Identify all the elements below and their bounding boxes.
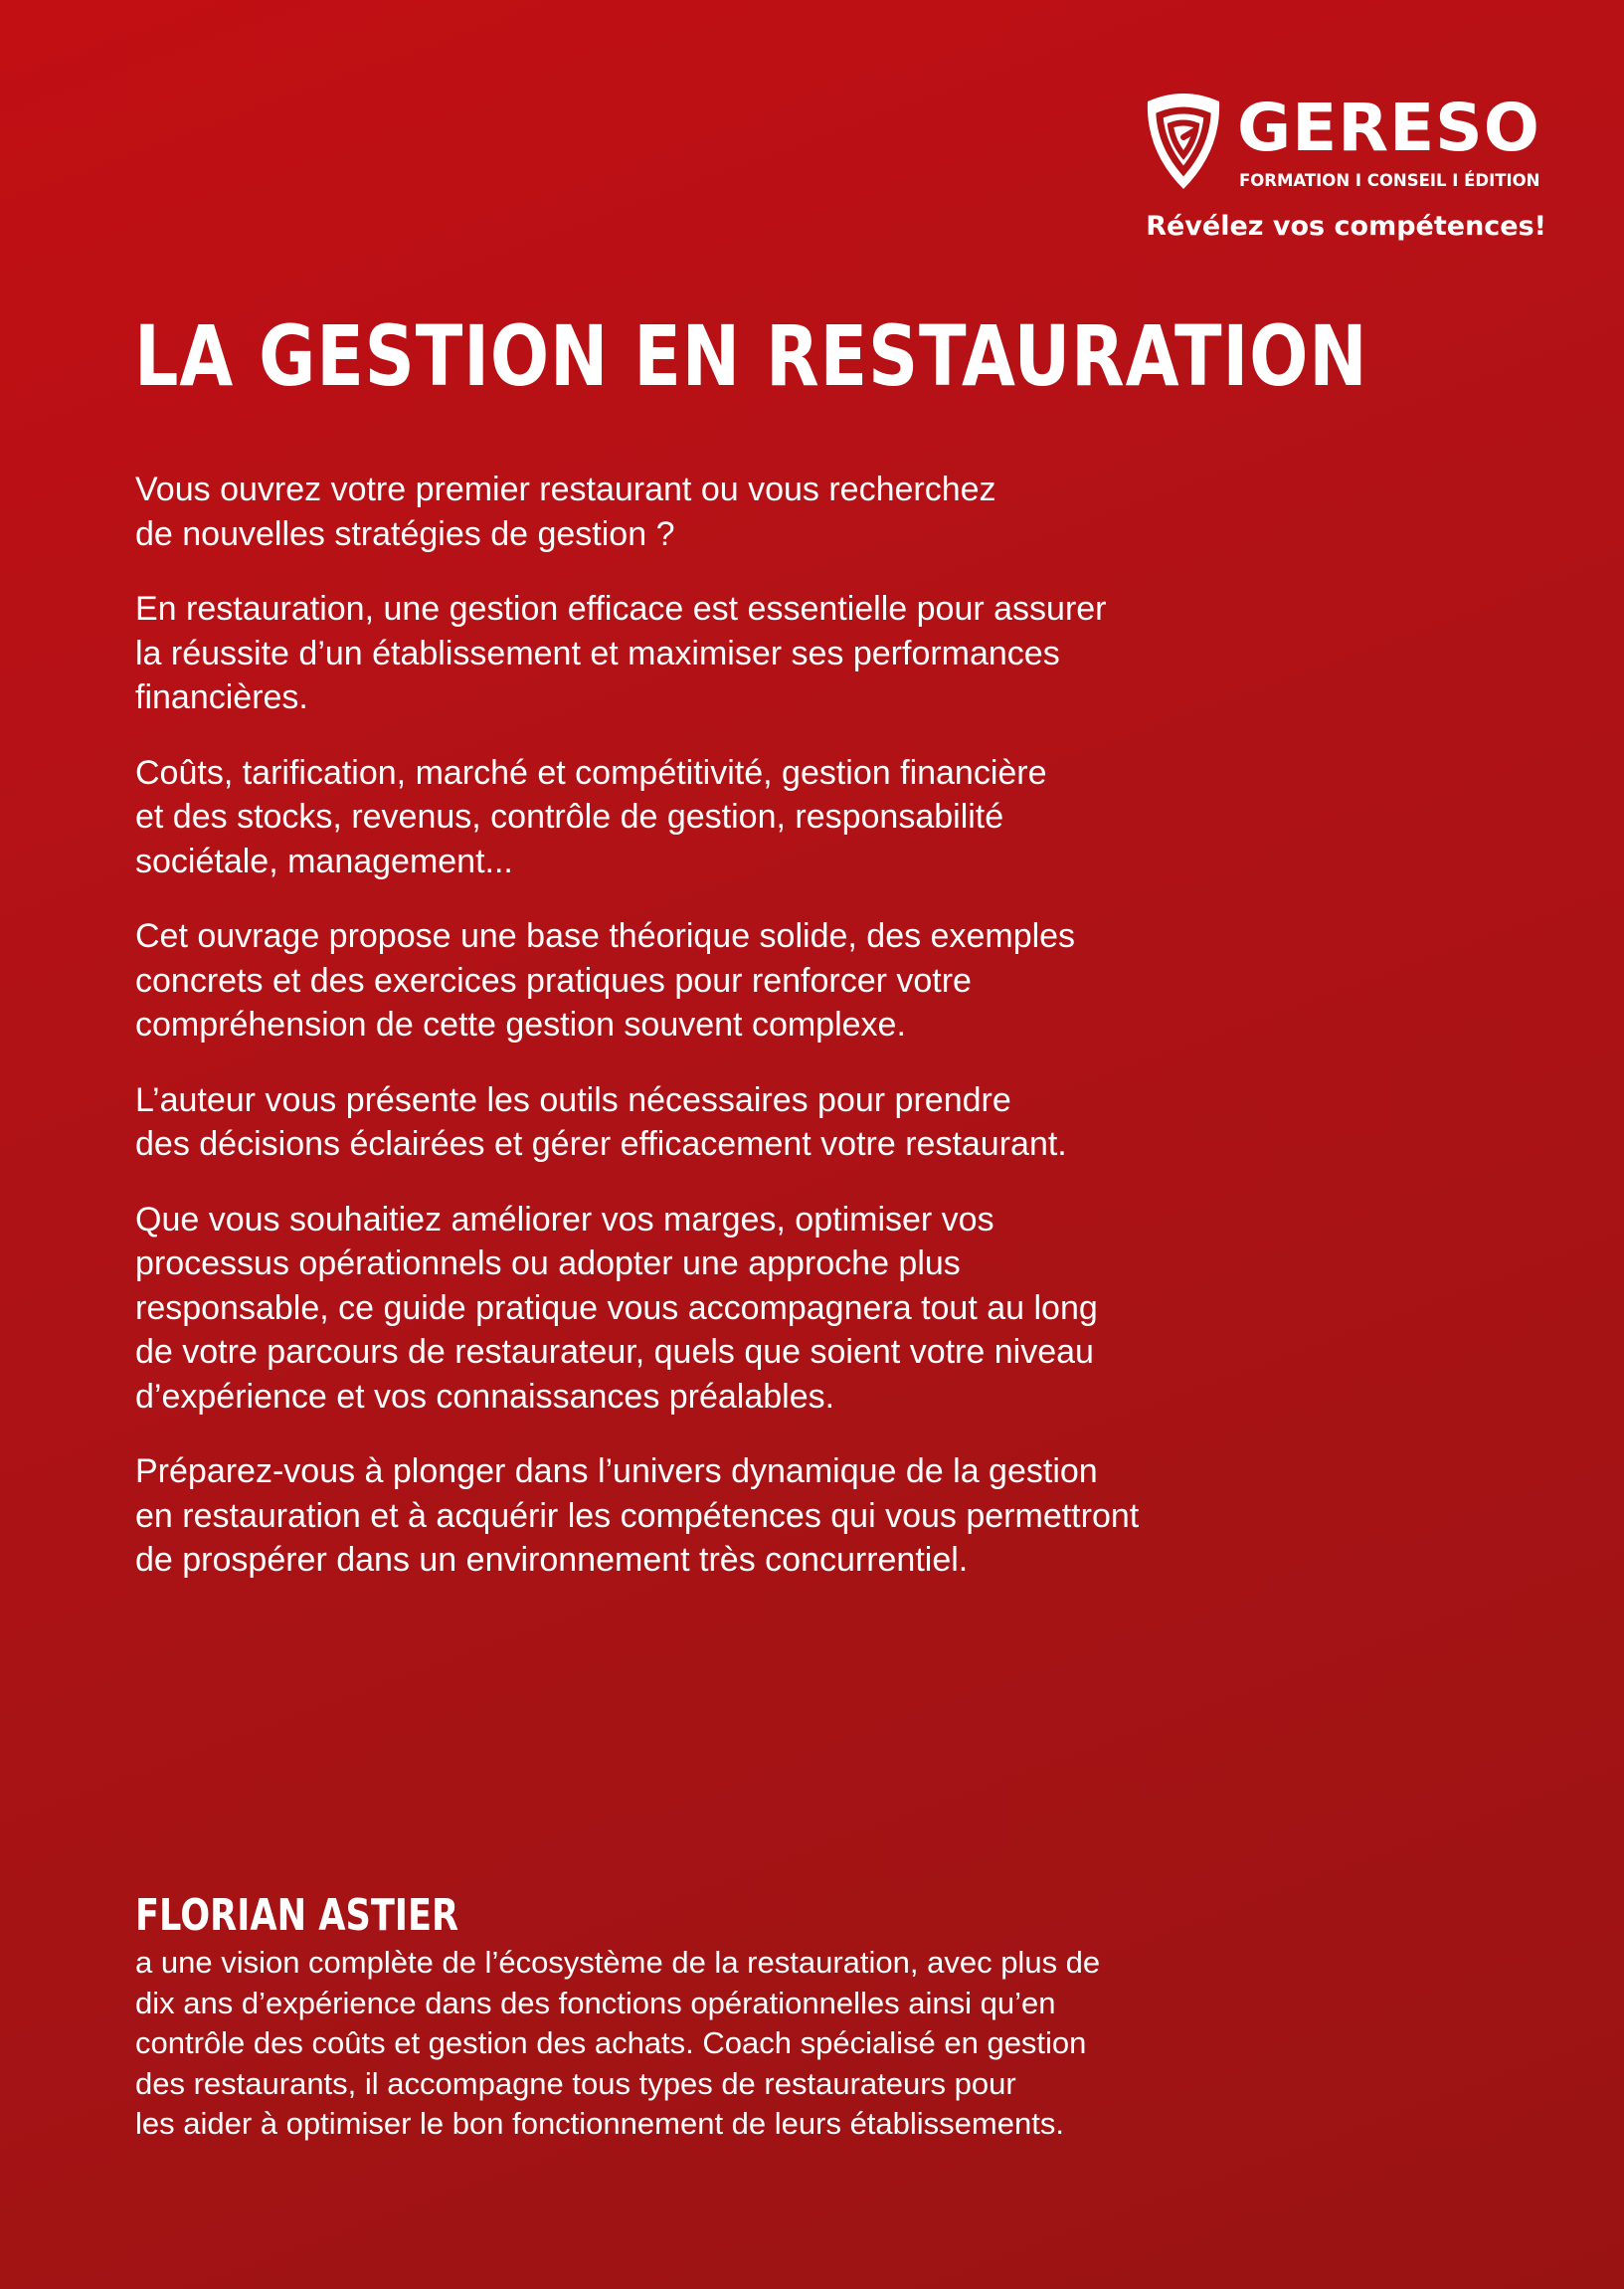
author-bio: a une vision complète de l’écosystème de la restauration, avec plus de dix ans d’expérience dans des fonctions opérationnelles ainsi qu’en contrôle des coûts et gestion des achats. Coach spécialisé en gestion des restaurants, il accompagne tous types de restaurateurs pour les aider à optimiser le bon fonctionnement de leurs établissements.	[135, 1945, 1101, 2141]
description-paragraph: En restauration, une gestion efficace est essentielle pour assurer la réussite d’un établissement et maximiser ses performances financières.	[135, 590, 1107, 716]
book-description	[135, 468, 1229, 1614]
description-paragraph: Cet ouvrage propose une base théorique solide, des exemples concrets et des exercices pratiques pour renforcer votre compréhension de cette gestion souvent complexe.	[135, 917, 1076, 1044]
description-paragraph: Coûts, tarification, marché et compétitivité, gestion financière et des stocks, revenus, contrôle de gestion, responsabilité sociétale, management...	[135, 753, 1047, 880]
description-paragraph: Préparez-vous à plonger dans l’univers dynamique de la gestion en restauration et à acquérir les compétences qui vous permettront de prospérer dans un environnement très concurrentiel.	[135, 1452, 1140, 1579]
description-paragraph: L’auteur vous présente les outils nécessaires pour prendre des décisions éclairées et gérer efficacement votre restaurant.	[135, 1080, 1067, 1163]
brand-subtitle: FORMATION I CONSEIL I ÉDITION	[1239, 171, 1540, 190]
gereso-shield-icon	[1142, 92, 1225, 191]
book-title: LA GESTION EN RESTAURATION	[134, 307, 1368, 405]
author-name: FLORIAN ASTIER	[135, 1890, 459, 1941]
description-paragraph: Vous ouvrez votre premier restaurant ou vous recherchez de nouvelles stratégies de gestion ?	[135, 471, 996, 553]
brand-tagline: Révélez vos compétences!	[1146, 211, 1546, 242]
brand-name: GERESO	[1237, 90, 1540, 166]
description-paragraph: Que vous souhaitiez améliorer vos marges, optimiser vos processus opérationnels ou adopter une approche plus responsable, ce guide pratique vous accompagnera tout au long de votre parcours de restaurateur, quels que soient votre niveau d’expérience et vos connaissances préalables.	[135, 1200, 1098, 1416]
gereso-logo	[1142, 92, 1549, 191]
